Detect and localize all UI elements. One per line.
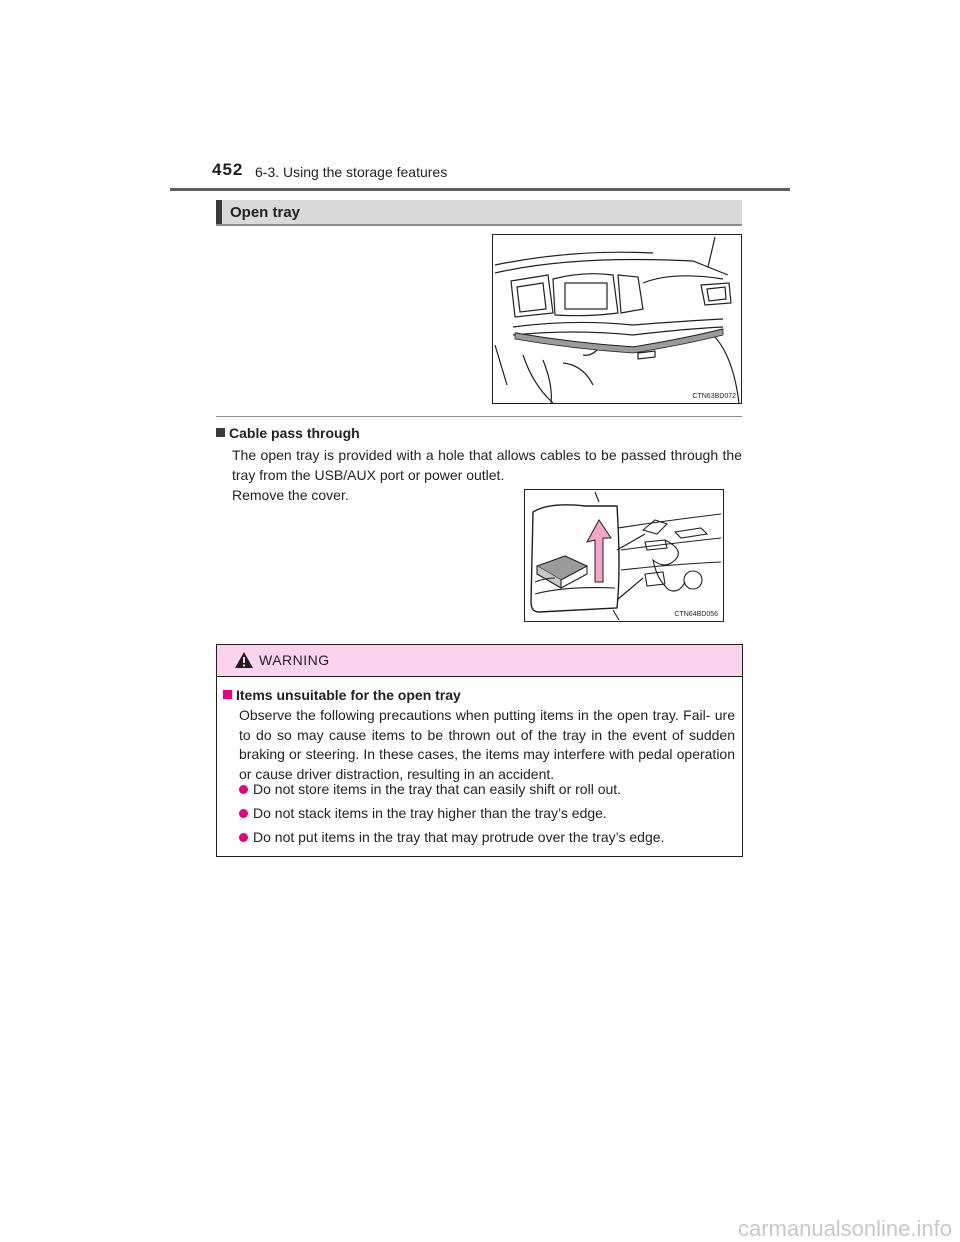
open-tray-heading <box>216 200 742 226</box>
open-tray-title: Open tray <box>230 204 301 221</box>
cable-heading-text: Cable pass through <box>229 425 360 441</box>
warning-bullet-text: Do not put items in the tray that may protrude over the tray’s edge. <box>253 829 665 845</box>
figure-code: CTN63BD072 <box>692 393 736 400</box>
bullet-dot-icon <box>239 833 248 842</box>
figure-code: CTN64BD056 <box>674 611 718 618</box>
warning-triangle-icon <box>234 651 254 669</box>
warning-bullet-item <box>239 805 607 821</box>
warning-heading <box>223 687 461 703</box>
section-divider <box>216 416 742 417</box>
warning-bullet-text: Do not store items in the tray that can easily shift or roll out. <box>253 781 622 797</box>
bullet-dot-icon <box>239 809 248 818</box>
section-title: 6-3. Using the storage features <box>255 164 448 180</box>
warning-box <box>216 644 743 857</box>
remove-cover-illustration <box>524 489 724 622</box>
warning-text: Observe the following precautions when putting items in the open tray. Fail- ure to do so may cause items to be thrown out of the tray in the event of sudden braking or steering. In these cases, the items may interfere with pedal operation or cause driver distraction, resulting in an accident. <box>239 707 735 782</box>
footer-watermark: carmanualsonline.info <box>737 1216 952 1241</box>
warning-bullet-item <box>239 781 621 797</box>
cover-drawing <box>525 490 723 621</box>
warning-heading-text: Items unsuitable for the open tray <box>236 687 461 703</box>
warning-label: WARNING <box>259 652 330 668</box>
heading-accent-bar <box>216 200 222 224</box>
warning-header <box>217 645 742 677</box>
dashboard-drawing <box>493 235 741 403</box>
cable-pass-through-text: The open tray is provided with a hole that allows cables to be passed through the tray from the USB/AUX port or power outlet. <box>232 447 742 483</box>
warning-bullet-text: Do not stack items in the tray higher than the tray’s edge. <box>253 805 607 821</box>
dashboard-illustration <box>492 234 742 404</box>
warning-bullet-item <box>239 829 664 845</box>
bullet-dot-icon <box>239 785 248 794</box>
warning-square-icon <box>223 690 232 699</box>
header-divider <box>170 188 790 191</box>
heading-square-icon <box>216 428 225 437</box>
remove-cover-instruction: Remove the cover. <box>232 487 349 503</box>
cable-pass-through-heading <box>216 425 360 441</box>
page-number: 452 <box>212 160 244 179</box>
